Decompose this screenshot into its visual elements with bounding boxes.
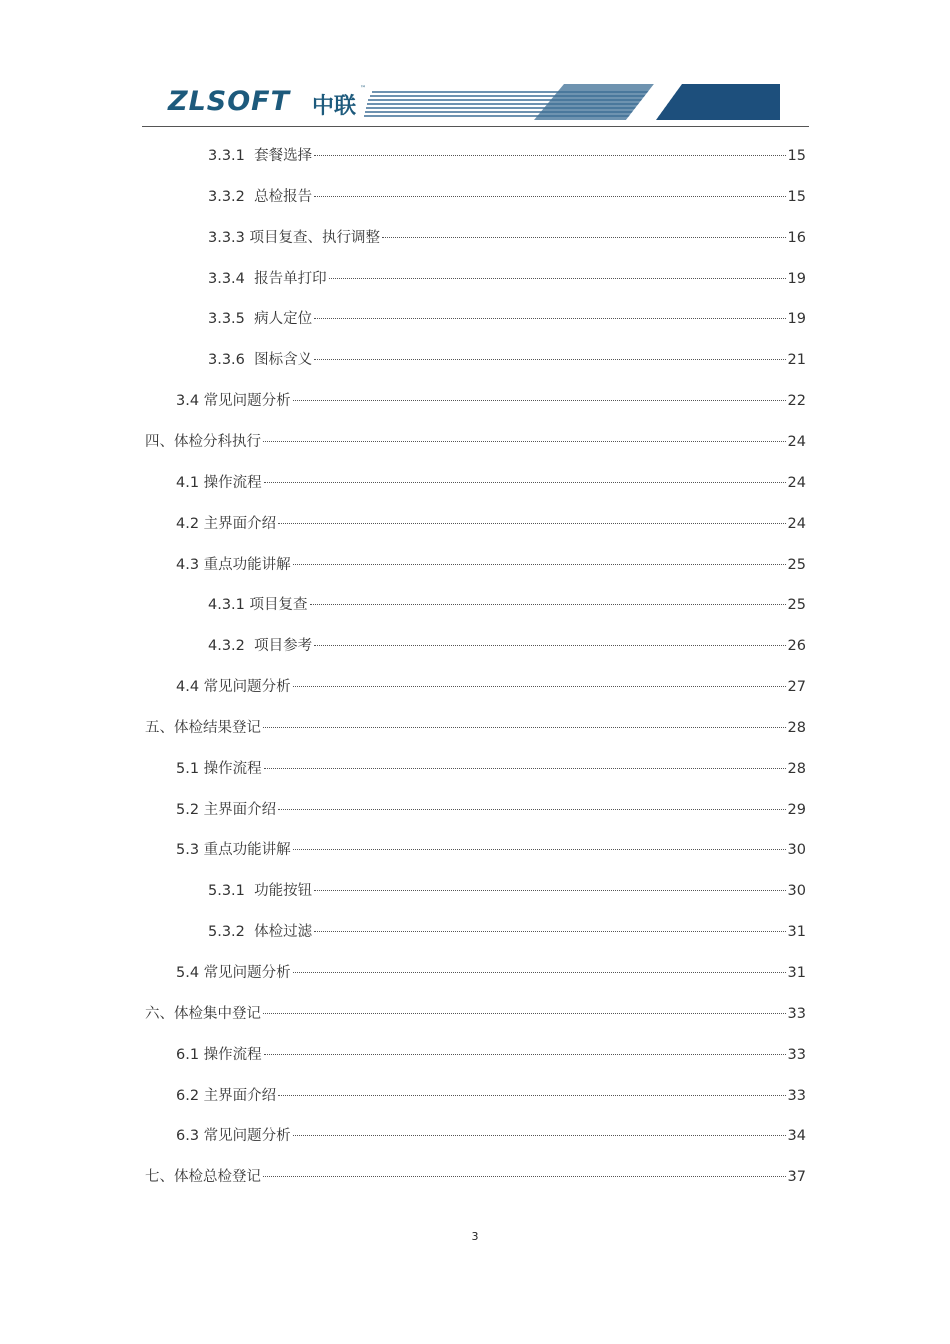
toc-entry[interactable]: [176, 1045, 806, 1065]
toc-entry-title: 5.3 重点功能讲解: [176, 842, 291, 859]
toc-dot-leader: [293, 972, 786, 973]
toc-entry-page: 26: [787, 638, 806, 655]
toc-entry-title: 七、体检总检登记: [145, 1169, 261, 1186]
toc-entry-title: 六、体检集中登记: [145, 1005, 261, 1022]
toc-dot-leader: [314, 931, 785, 932]
toc-dot-leader: [293, 564, 786, 565]
toc-entry-title: 3.3.4 报告单打印: [208, 270, 327, 287]
toc-dot-leader: [293, 400, 786, 401]
toc-entry[interactable]: [176, 1086, 806, 1106]
toc-entry-page: 16: [787, 229, 806, 246]
toc-entry[interactable]: [176, 840, 806, 860]
toc-entry[interactable]: [176, 555, 806, 575]
toc-entry-title: 3.3.6 图标含义: [208, 352, 313, 369]
toc-entry[interactable]: [176, 677, 806, 697]
toc-entry-title: 5.2 主界面介绍: [176, 801, 277, 818]
toc-entry[interactable]: [145, 1004, 806, 1024]
trademark-mark: ™: [360, 85, 366, 92]
toc-entry-page: 33: [787, 1005, 806, 1022]
toc-entry-page: 31: [787, 965, 806, 981]
header-divider: [142, 126, 809, 127]
toc-entry-page: 34: [787, 1128, 806, 1145]
toc-entry-page: 28: [787, 760, 806, 777]
toc-dot-leader: [293, 686, 786, 687]
toc-entry-title: 5.3.2 体检过滤: [208, 924, 313, 941]
toc-entry[interactable]: [208, 636, 806, 656]
toc-entry-page: 25: [787, 597, 806, 614]
toc-entry-title: 5.1 操作流程: [176, 760, 262, 777]
toc-entry-title: 5.4 常见问题分析: [176, 965, 291, 981]
toc-dot-leader: [293, 849, 786, 850]
toc-entry-page: 25: [787, 556, 806, 573]
toc-entry[interactable]: [208, 922, 806, 942]
toc-entry[interactable]: [145, 1167, 806, 1187]
toc-entry[interactable]: [208, 187, 806, 207]
toc-entry-page: 15: [787, 188, 806, 205]
toc-entry-title: 4.3 重点功能讲解: [176, 556, 291, 573]
toc-entry-title: 四、体检分科执行: [145, 433, 261, 450]
toc-dot-leader: [382, 237, 786, 238]
toc-dot-leader: [278, 809, 785, 810]
toc-entry[interactable]: [176, 514, 806, 534]
toc-entry-title: 3.3.5 病人定位: [208, 311, 313, 328]
toc-entry-page: 30: [787, 842, 806, 859]
toc-dot-leader: [310, 604, 786, 605]
toc-entry[interactable]: [208, 309, 806, 329]
toc-entry[interactable]: [208, 881, 806, 901]
toc-entry-page: 29: [787, 801, 806, 818]
toc-entry-page: 21: [787, 352, 806, 369]
toc-dot-leader: [264, 482, 786, 483]
toc-dot-leader: [329, 278, 786, 279]
toc-entry-page: 24: [787, 474, 806, 491]
toc-dot-leader: [278, 523, 785, 524]
toc-entry-title: 3.3.2 总检报告: [208, 188, 313, 205]
toc-entry-title: 3.3.3 项目复查、执行调整: [208, 229, 381, 246]
toc-entry-page: 30: [787, 883, 806, 900]
toc-entry-title: 4.3.1 项目复查: [208, 597, 308, 614]
toc-entry[interactable]: [176, 391, 806, 411]
toc-entry-page: 24: [787, 515, 806, 532]
toc-dot-leader: [263, 1013, 786, 1014]
toc-entry-page: 33: [787, 1046, 806, 1063]
toc-entry-title: 3.3.1 套餐选择: [208, 148, 313, 164]
toc-entry-title: 4.3.2 项目参考: [208, 638, 313, 655]
toc-entry-page: 31: [787, 924, 806, 941]
toc-dot-leader: [314, 196, 785, 197]
toc-dot-leader: [293, 1135, 786, 1136]
toc-entry[interactable]: [208, 595, 806, 615]
company-logo: ZLSOFT: [168, 86, 291, 117]
toc-entry-page: 19: [787, 311, 806, 328]
toc-entry[interactable]: [176, 800, 806, 820]
toc-entry-page: 22: [787, 393, 806, 410]
toc-entry[interactable]: [145, 718, 806, 738]
toc-entry-title: 6.2 主界面介绍: [176, 1087, 277, 1104]
toc-entry-title: 4.4 常见问题分析: [176, 679, 291, 696]
toc-entry-title: 6.3 常见问题分析: [176, 1128, 291, 1145]
toc-dot-leader: [314, 359, 785, 360]
toc-entry[interactable]: [145, 432, 806, 452]
toc-entry-page: 33: [787, 1087, 806, 1104]
toc-dot-leader: [264, 768, 786, 769]
toc-entry-title: 4.1 操作流程: [176, 474, 262, 491]
toc-dot-leader: [314, 155, 785, 156]
toc-entry-title: 5.3.1 功能按钮: [208, 883, 313, 900]
toc-entry[interactable]: [176, 473, 806, 493]
toc-dot-leader: [314, 890, 785, 891]
toc-entry-title: 3.4 常见问题分析: [176, 393, 291, 410]
toc-entry-title: 4.2 主界面介绍: [176, 515, 277, 532]
toc-entry[interactable]: [208, 146, 806, 166]
toc-dot-leader: [264, 1054, 786, 1055]
toc-entry-page: 24: [787, 433, 806, 450]
header-stripe-banner: [364, 84, 780, 120]
toc-entry[interactable]: [176, 759, 806, 779]
toc-dot-leader: [263, 727, 786, 728]
toc-entry[interactable]: [208, 228, 806, 248]
toc-entry-page: 15: [787, 148, 806, 164]
toc-entry[interactable]: [208, 269, 806, 289]
toc-dot-leader: [314, 645, 785, 646]
toc-entry-page: 37: [787, 1169, 806, 1186]
toc-entry-title: 6.1 操作流程: [176, 1046, 262, 1063]
page-header: [142, 78, 809, 128]
company-logo-cn: 中联: [312, 94, 357, 119]
toc-entry-page: 27: [787, 679, 806, 696]
toc-entry-title: 五、体检结果登记: [145, 719, 261, 736]
toc-dot-leader: [314, 318, 785, 319]
toc-entry-page: 28: [787, 719, 806, 736]
toc-entry[interactable]: [208, 350, 806, 370]
toc-dot-leader: [263, 1176, 786, 1177]
toc-entry[interactable]: [176, 963, 806, 983]
toc-dot-leader: [263, 441, 786, 442]
toc-dot-leader: [278, 1095, 785, 1096]
page-number: 3: [471, 1230, 479, 1243]
toc-entry[interactable]: [176, 1126, 806, 1146]
toc-entry-page: 19: [787, 270, 806, 287]
